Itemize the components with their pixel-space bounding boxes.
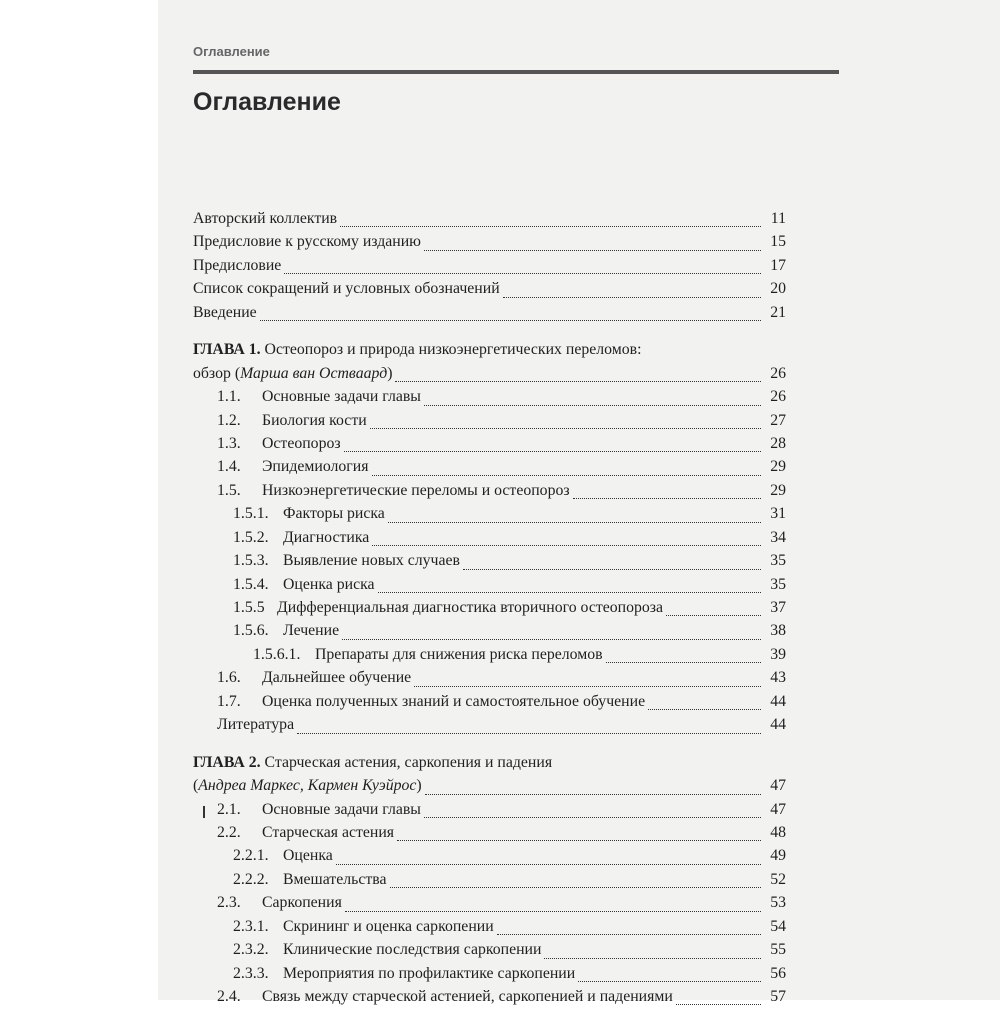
toc-label: Дифференциальная диагностика вторичного остеопороза [277, 599, 664, 616]
section-number: 1.5.2. [233, 528, 269, 546]
page-number: 34 [770, 528, 786, 546]
chapter-2-heading-cont[interactable] [193, 777, 786, 800]
toc-entry-text [217, 801, 421, 819]
page-number: 56 [770, 964, 786, 982]
leader-dots [606, 661, 761, 663]
toc-entry[interactable] [193, 669, 786, 692]
leader-dots [340, 225, 761, 227]
toc-label: Основные задачи главы [262, 388, 421, 406]
toc-label: Эпидемиология [262, 458, 369, 476]
page-number: 43 [770, 669, 786, 687]
page-number: 17 [770, 256, 786, 274]
toc-label: Скрининг и оценка саркопении [283, 917, 494, 935]
chapter-title-cont [193, 777, 422, 795]
paren: ) [416, 777, 422, 795]
chapter-prefix: ГЛАВА 1. [193, 341, 261, 359]
toc-entry[interactable] [193, 505, 786, 528]
toc-label: Остеопороз [262, 434, 341, 452]
leader-dots [676, 1003, 761, 1005]
leader-dots [573, 497, 761, 499]
page-number: 26 [770, 388, 786, 406]
section-number: 2.4. [217, 988, 241, 1005]
page-number: 35 [770, 575, 786, 593]
toc-label: Оценка риска [283, 575, 375, 593]
page-title: Оглавление [193, 88, 341, 116]
toc-entry-text [233, 871, 387, 889]
leader-dots [372, 544, 761, 546]
leader-dots [336, 863, 761, 865]
leader-dots [463, 568, 761, 570]
leader-dots [390, 886, 762, 888]
stray-mark [203, 806, 205, 818]
section-number: 1.1. [217, 388, 241, 406]
page-number: 44 [770, 692, 786, 710]
toc-entry-text [217, 669, 411, 687]
toc-label: Диагностика [283, 528, 370, 546]
leader-dots [388, 521, 761, 523]
page-number: 21 [770, 303, 786, 321]
paren: ( [193, 777, 199, 795]
section-number: 1.2. [217, 411, 241, 429]
toc-entry[interactable] [193, 918, 786, 941]
chapter-title: Старческая астения, саркопения и падения [260, 753, 553, 771]
section-number: 2.2.1. [233, 847, 269, 865]
toc-entry-text [233, 552, 460, 570]
paren: ) [387, 364, 393, 382]
toc-entry-text [217, 693, 645, 711]
leader-dots [344, 450, 761, 452]
section-number: 2.3.3. [233, 964, 269, 982]
toc-entry[interactable] [193, 824, 786, 847]
chapter-authors: Марша ван Оствaард [240, 364, 388, 382]
page-number: 29 [770, 458, 786, 476]
toc-label: Литература [217, 716, 295, 734]
toc-label: Факторы риска [283, 505, 385, 523]
section-number: 2.2. [217, 823, 241, 841]
page-number: 52 [770, 870, 786, 888]
leader-dots [260, 319, 761, 321]
toc-entry[interactable] [193, 599, 786, 622]
toc-entry-text [217, 988, 673, 1006]
toc-label: Предисловие к русскому изданию [193, 233, 421, 251]
leader-dots [666, 614, 761, 616]
chapter-title-cont [193, 365, 392, 383]
toc-entry[interactable] [193, 529, 786, 552]
leader-dots [395, 380, 761, 382]
toc-entry[interactable] [193, 871, 786, 894]
section-number: 1.5.5 [233, 599, 265, 616]
section-number: 1.7. [217, 692, 241, 710]
toc-entry-text [253, 646, 603, 664]
chapter-title: Остеопороз и природа низкоэнергетических переломов: [260, 341, 642, 359]
toc-entry[interactable] [193, 894, 786, 917]
section-number: 1.5. [217, 481, 241, 499]
leader-dots [370, 427, 761, 429]
leader-dots [578, 980, 761, 982]
leader-dots [425, 793, 761, 795]
toc-label: Клинические последствия саркопении [283, 941, 542, 959]
toc-entry-text [217, 435, 341, 453]
section-number: 1.4. [217, 458, 241, 476]
toc-label: Препараты для снижения риска переломов [315, 645, 603, 663]
page-number: 48 [770, 823, 786, 841]
toc-entry-text [217, 824, 394, 842]
leader-dots [497, 933, 761, 935]
leader-dots [372, 474, 761, 476]
toc-label: Выявление новых случаев [283, 552, 460, 570]
toc-entry-text [217, 412, 367, 430]
page-number: 31 [770, 505, 786, 523]
page-number: 11 [770, 210, 786, 227]
leader-dots [378, 591, 761, 593]
toc-label: Биология кости [262, 411, 367, 429]
section-number: 1.5.6.1. [253, 645, 301, 663]
toc-entry[interactable] [193, 482, 786, 505]
leader-dots [648, 708, 761, 710]
toc-entry[interactable] [193, 458, 786, 481]
toc-entry-text [233, 941, 541, 959]
section-number: 1.5.3. [233, 552, 269, 570]
chapter-1-heading[interactable] [193, 341, 786, 364]
toc-label: Оценка [283, 847, 333, 865]
toc-entry[interactable] [193, 801, 786, 824]
toc-entry-text [233, 529, 369, 547]
leader-dots [345, 910, 761, 912]
toc-entry[interactable] [193, 716, 786, 739]
leader-dots [397, 839, 761, 841]
section-number: 2.1. [217, 800, 241, 818]
page-number: 47 [770, 800, 786, 818]
toc-entry-text [233, 505, 385, 523]
page-number: 20 [770, 280, 786, 298]
toc-entry-text [217, 716, 294, 734]
page-number: 37 [770, 599, 786, 616]
page-number: 54 [770, 917, 786, 935]
page-number: 27 [770, 411, 786, 429]
toc-label: Саркопения [262, 894, 342, 912]
toc-entry[interactable] [193, 693, 786, 716]
toc-entry[interactable] [193, 552, 786, 575]
page-number: 44 [770, 716, 786, 734]
toc-entry[interactable] [193, 965, 786, 988]
section-number: 2.3.2. [233, 941, 269, 959]
toc-entry-text [233, 599, 663, 617]
toc-label: Введение [193, 303, 257, 321]
toc-entry-abbreviations[interactable] [193, 280, 786, 303]
toc-label: Мероприятия по профилактике саркопении [283, 964, 576, 982]
chapter-1-heading-cont[interactable] [193, 365, 786, 388]
toc-entry-text [233, 918, 494, 936]
toc-label: Вмешательства [283, 870, 387, 888]
toc-entry-text [233, 965, 575, 983]
leader-dots [424, 404, 761, 406]
toc-entry-preface[interactable] [193, 257, 786, 280]
page-number: 35 [770, 552, 786, 570]
toc-entry[interactable] [193, 847, 786, 870]
toc-entry-text [233, 622, 339, 640]
section-number: 2.3. [217, 894, 241, 912]
toc-entry[interactable] [193, 388, 786, 411]
toc-entry[interactable] [193, 576, 786, 599]
toc-label: Дальнейшее обучение [262, 669, 412, 687]
toc-entry-text [233, 847, 333, 865]
page-number: 49 [770, 847, 786, 865]
toc-entry-preface-russian[interactable] [193, 233, 786, 256]
toc-entry[interactable] [193, 412, 786, 435]
toc-label: Авторский коллектив [193, 210, 338, 227]
section-number: 1.5.6. [233, 622, 269, 640]
left-margin [0, 0, 158, 1000]
toc-label: Низкоэнергетические переломы и остеопороз [262, 481, 570, 499]
page-number: 26 [770, 364, 786, 382]
toc-entry[interactable] [193, 435, 786, 458]
spacer [193, 327, 786, 341]
page-number: 55 [770, 941, 786, 959]
toc-entry-introduction[interactable] [193, 304, 786, 327]
toc-entry-text [217, 482, 570, 500]
toc-entry[interactable] [193, 941, 786, 964]
toc-entry-authors[interactable] [193, 210, 786, 233]
section-number: 2.3.1. [233, 917, 269, 935]
toc-entry-text [217, 894, 342, 912]
page-number: 15 [770, 233, 786, 251]
page-number: 29 [770, 481, 786, 499]
toc-label: Список сокращений и условных обозначений [193, 280, 500, 298]
page-number: 39 [770, 645, 786, 663]
page-number: 47 [770, 777, 786, 795]
leader-dots [284, 272, 761, 274]
chapter-authors: Андреа Маркес, Кармен Куэйрос [198, 777, 417, 795]
table-of-contents [193, 210, 786, 1011]
page-number: 28 [770, 434, 786, 452]
toc-label: Связь между старческой астенией, саркопенией и падениями [262, 988, 673, 1005]
running-header: Оглавление [193, 44, 270, 59]
toc-entry[interactable] [193, 646, 786, 669]
toc-entry[interactable] [193, 622, 786, 645]
toc-label: Старческая астения [262, 823, 395, 841]
leader-dots [297, 732, 761, 734]
section-number: 1.5.1. [233, 505, 269, 523]
toc-label: Оценка полученных знаний и самостоятельное обучение [262, 692, 646, 710]
section-number: 1.3. [217, 434, 241, 452]
page-number: 53 [770, 894, 786, 912]
section-number: 1.6. [217, 669, 241, 687]
toc-entry-text [217, 458, 369, 476]
toc-label: Предисловие [193, 256, 282, 274]
page-number: 57 [770, 988, 786, 1005]
section-number: 1.5.4. [233, 575, 269, 593]
toc-entry-text [233, 576, 375, 594]
leader-dots [424, 249, 761, 251]
section-number: 2.2.2. [233, 870, 269, 888]
leader-dots [544, 957, 761, 959]
toc-entry-text [217, 388, 421, 406]
spacer [193, 740, 786, 754]
header-rule [193, 70, 839, 74]
chapter-title-text: обзор ( [193, 364, 241, 382]
toc-label: Основные задачи главы [262, 800, 421, 818]
leader-dots [342, 638, 761, 640]
page-number: 38 [770, 622, 786, 640]
leader-dots [503, 296, 761, 298]
toc-label: Лечение [283, 622, 340, 640]
leader-dots [424, 816, 761, 818]
leader-dots [414, 685, 761, 687]
chapter-2-heading[interactable] [193, 754, 786, 777]
chapter-prefix: ГЛАВА 2. [193, 753, 261, 771]
